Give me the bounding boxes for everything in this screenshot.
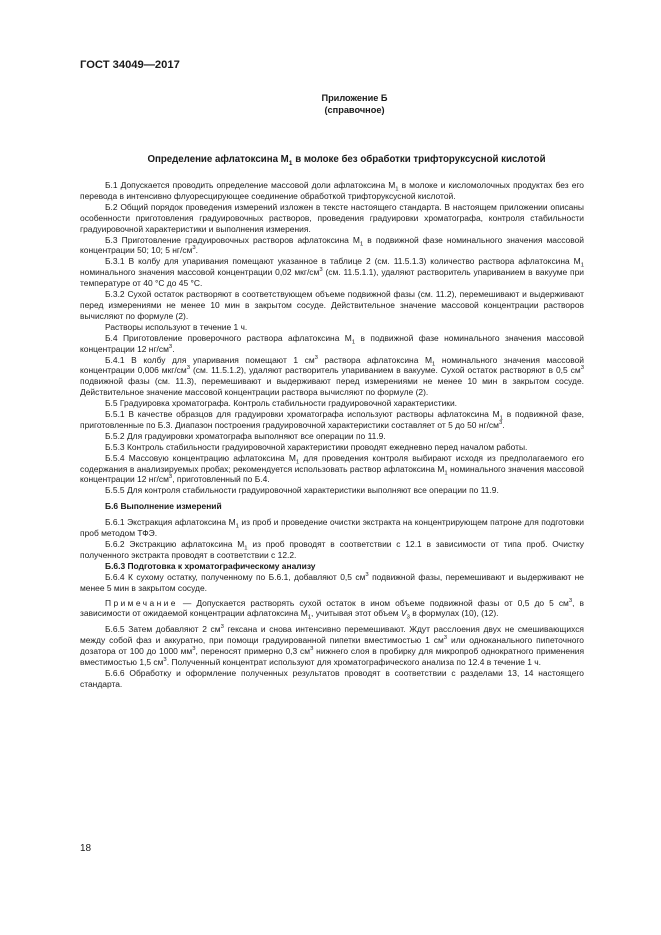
paragraph-p9 xyxy=(80,398,584,409)
text-run: Б.4.1 В колбу для упаривания помещают 1 см xyxy=(105,354,315,365)
text-run: . xyxy=(172,343,175,354)
text-run: 3 xyxy=(168,474,173,481)
text-run: подвижной фазы, перемешивают и выдерживают не менее 5 мин в закрытом сосуде. xyxy=(80,571,584,593)
text-run: , переносят примерно 0,3 см xyxy=(195,646,311,657)
text-run: V xyxy=(400,608,407,619)
text-run: или одноканального пипеточного дозатора от 100 до 1000 мм xyxy=(80,635,584,657)
text-run: — Допускается растворять сухой остаток в ином объеме подвижной фазы от 0,5 до 5 см xyxy=(177,597,569,608)
text-run: из проб проводят в соответствии с 12.1 в зависимости от типа проб. Очистку полученного экстракта проводят в соответствии с 12.2. xyxy=(80,539,585,560)
text-run: Б.3 Приготовление градуировочных растворов афлатоксина М xyxy=(105,234,360,245)
text-run: Б.6 Выполнение измерений xyxy=(105,501,222,512)
text-run: 1 xyxy=(295,459,300,466)
text-run: 3 xyxy=(498,420,503,427)
text-run: номинального значения массовой концентрации 12 нг/см xyxy=(80,463,584,485)
annex-title: Приложение Б xyxy=(321,93,388,103)
paragraph-p13 xyxy=(80,453,584,486)
paragraph-p19 xyxy=(80,572,584,594)
text-run: Примечание xyxy=(105,597,178,608)
text-run: 1 xyxy=(431,361,436,368)
text-run: Б.6.1 Экстракция афлатоксина М xyxy=(105,517,236,528)
text-run: Б.5.4 Массовую концентрацию афлатоксина М xyxy=(105,452,296,463)
text-run: , учитывая этот объем xyxy=(311,608,401,619)
paragraph-p22 xyxy=(80,668,584,690)
paragraph-p2 xyxy=(80,202,584,235)
annex-subtitle: (справочное) xyxy=(324,105,385,115)
text-run: Б.6.6 Обработку и оформление полученных результатов проводят в соответствии с разделами 13, 14 настоящего стандарта. xyxy=(80,667,584,689)
paragraph-p12 xyxy=(80,442,584,453)
paragraph-p20 xyxy=(80,598,584,620)
text-run: Б.6.5 Затем добавляют 2 см xyxy=(105,624,221,635)
text-run: 1 xyxy=(244,545,248,552)
text-run: Б.1 Допускается проводить определение массовой доли афлатоксина М xyxy=(105,180,396,190)
text-run: Растворы используют в течение 1 ч. xyxy=(105,321,248,332)
text-run: Б.4 Приготовление проверочного раствора афлатоксина М xyxy=(105,332,352,343)
text-run: 1 xyxy=(351,339,356,346)
paragraph-p10 xyxy=(80,409,584,431)
paragraph-p21 xyxy=(80,624,584,668)
paragraph-p5 xyxy=(80,289,584,322)
text-run: 1 xyxy=(359,241,364,248)
paragraph-p6 xyxy=(80,322,584,333)
text-run: , в зависимости от ожидаемой концентрации афлатоксина М xyxy=(80,597,584,619)
paragraph-p4 xyxy=(80,256,584,289)
text-run: Б.5 Градуировка хроматографа. Контроль стабильности градуировочной характеристики. xyxy=(105,398,458,409)
text-run: . xyxy=(195,245,199,256)
paragraph-p17 xyxy=(80,539,584,561)
section-title-post: в молоке без обработки трифторуксусной кислотой xyxy=(292,154,546,165)
text-run: 3 xyxy=(192,646,196,653)
text-run: подвижной фазы (см. 11.3), перемешивают и выдерживают перед измерениями не менее 10 мин в закрытом сосуде. Действительное значение массовой концентрации раствора вычисляют по формуле (2). xyxy=(80,376,584,398)
text-run: 3 xyxy=(168,343,173,350)
document-code: ГОСТ 34049—2017 xyxy=(80,59,180,71)
text-run: 3 xyxy=(568,597,573,604)
page-number: 18 xyxy=(80,843,92,854)
text-run: 3 xyxy=(319,267,323,274)
text-run: Б.5.1 В качестве образцов для градуировки хроматографа используют растворы афлатоксина М xyxy=(105,409,500,420)
paragraph-p11 xyxy=(80,431,584,442)
section-title-subscript: 1 xyxy=(288,159,293,167)
annex-heading xyxy=(0,92,661,116)
text-run: 3 xyxy=(192,245,196,252)
text-run: Б.6.3 Подготовка к хроматографическому анализу xyxy=(105,560,316,571)
text-run: 1 xyxy=(444,470,448,477)
text-run: номинального значения массовой концентрации 0,006 мкг/см xyxy=(80,354,584,376)
section-title-pre: Определение афлатоксина М xyxy=(147,154,289,165)
text-run: 3 xyxy=(163,657,167,664)
text-run: Б.5.2 Для градуировки хроматографа выполняют все операции по 11.9. xyxy=(105,430,386,441)
document-body xyxy=(80,180,584,690)
text-run: (см. 11.5.1.2), удаляют растворитель упариванием в вакууме. Сухой остаток растворяют в 0,5 см xyxy=(190,365,581,376)
text-run: , приготовленный по Б.4. xyxy=(172,474,270,485)
text-run: 1 xyxy=(580,263,584,270)
text-run: в подвижной фазе номинального значения массовой концентрации 12 нг/см xyxy=(80,332,584,354)
text-run: Б.3.1 В колбу для упаривания помещают указанное в таблице 2 (см. 11.5.1.3) количество раствора афлатоксина М xyxy=(105,256,581,267)
text-run: Б.5.3 Контроль стабильности градуировочной характеристики проводят ежедневно перед началом работы. xyxy=(105,441,528,452)
text-run: (см. 11.5.1.1), удаляют растворитель упариванием в вакууме при температуре от 40 °С до 45 °С. xyxy=(80,267,584,289)
text-run: 3 xyxy=(314,354,318,361)
section-title xyxy=(0,154,661,165)
text-run: 1 xyxy=(499,415,503,422)
paragraph-p7 xyxy=(80,333,584,355)
text-run: 3 xyxy=(186,365,191,372)
text-run: в подвижной фазе, приготовленные по Б.3. Диапазон построения градуировочной характеристики составляет от 5 до 50 нг/см xyxy=(80,409,584,430)
paragraph-p1 xyxy=(80,180,584,202)
text-run: 1 xyxy=(235,523,239,530)
paragraph-p3 xyxy=(80,235,584,257)
paragraph-p8 xyxy=(80,355,584,399)
text-run: 3 xyxy=(310,646,314,653)
text-run: 1 xyxy=(307,615,312,622)
text-run: номинального значения массовой концентрации 0,02 мкг/см xyxy=(80,267,320,278)
text-run: 3 xyxy=(406,615,410,622)
text-run: 3 xyxy=(580,365,584,372)
text-run: Б.6.4 К сухому остатку, полученному по Б.6.1, добавляют 0,5 см xyxy=(105,571,366,582)
text-run: гексана и снова интенсивно перемешивают. Ждут расслоения двух не смешивающихся между собой фаз и аккуратно, при помощи градуированной пипетки вместимостью 1 см xyxy=(80,624,584,646)
text-run: в молоке и кисломолочных продуктах без его перевода в интенсивно флуоресцирующее соединение обработкой трифторуксусной кислотой. xyxy=(80,180,584,201)
text-run: раствора афлатоксина М xyxy=(317,354,432,365)
paragraph-p16 xyxy=(80,517,584,539)
text-run: Б.6.2 Экстракцию афлатоксина М xyxy=(105,539,245,549)
text-run: в формулах (10), (12). xyxy=(409,608,499,619)
section-title-text xyxy=(147,154,545,165)
text-run: . Полученный концентрат используют для хроматографического анализа по 12.4 в течение 1 ч. xyxy=(166,657,542,668)
paragraph-p18 xyxy=(80,561,584,572)
text-run: . xyxy=(502,419,505,430)
text-run: Б.3.2 Сухой остаток растворяют в соответствующем объеме подвижной фазы (см. 11.2), перемешивают и выдерживают перед измерениями не менее 10 мин в закрытом сосуде. Действительное значение массовой концентрации растворов вычисляют по формуле (2). xyxy=(80,289,584,321)
text-run: нижнего слоя в пробирку для микропроб однократного применения вместимостью 1,5 см xyxy=(80,646,585,668)
text-run: Б.5.5 Для контроля стабильности градуировочной характеристики выполняют все операции по 11.9. xyxy=(105,485,499,496)
paragraph-p15 xyxy=(80,501,584,512)
text-run: 3 xyxy=(365,571,369,578)
text-run: Б.2 Общий порядок проведения измерений изложен в тексте настоящего стандарта. В настоящем приложении описаны особенности приготовления градуировочных растворов, проведения градуировки хроматографа, контроля стабильности градуировочной характеристики и выполнения измерения. xyxy=(80,201,584,234)
text-run: в подвижной фазе номинального значения массовой концентрации 50; 10; 5 нг/см xyxy=(80,234,584,256)
text-run: для проведения контроля выбирают исходя из предполагаемого его содержания в анализируемых пробах; рекомендуется использовать раствор афлатоксина М xyxy=(80,452,584,474)
text-run: 3 xyxy=(443,635,448,642)
text-run: 1 xyxy=(395,186,399,193)
paragraph-p14 xyxy=(80,485,584,496)
text-run: из проб и проведение очистки экстракта на концентрирующем патроне для подготовки проб методом ТФЭ. xyxy=(80,517,584,539)
text-run: 3 xyxy=(220,624,224,631)
